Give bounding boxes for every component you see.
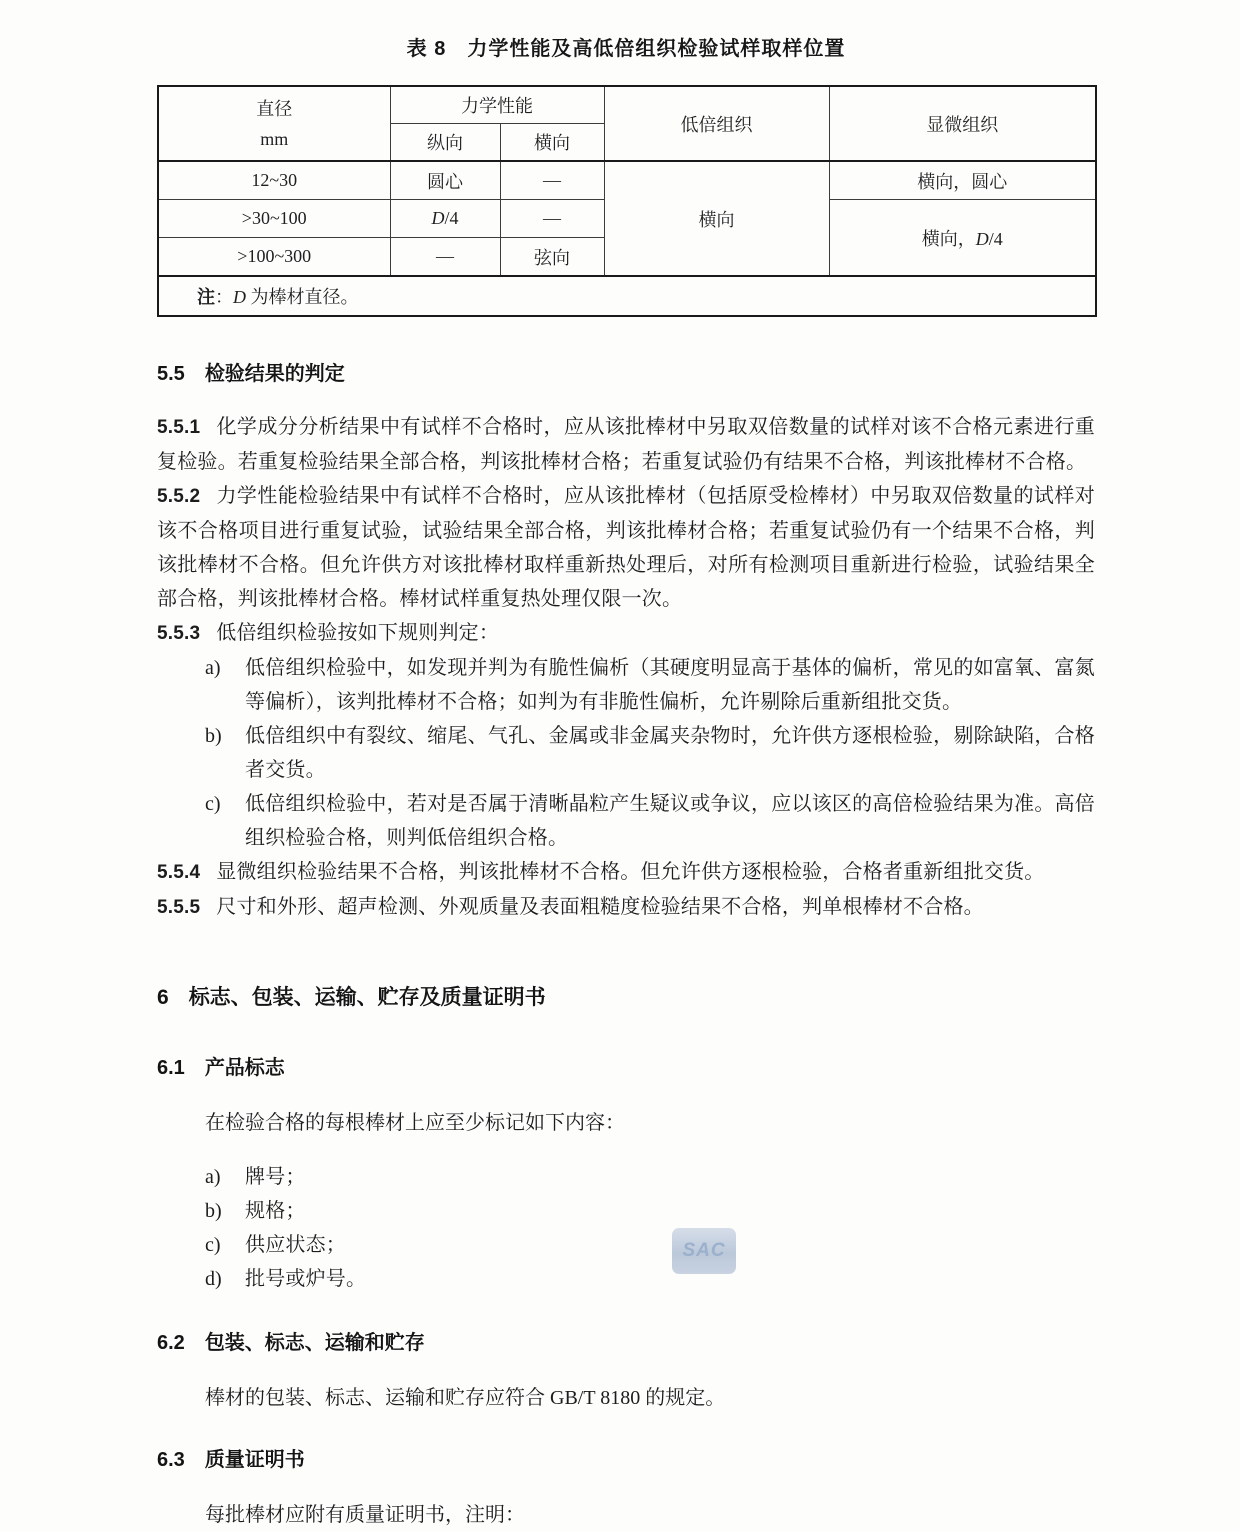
cell-transverse-0: — xyxy=(500,161,604,200)
clause-5-5-4: 5.5.4 显微组织检验结果不合格，判该批棒材不合格。但允许供方逐根检验，合格者重新组批交货。 xyxy=(157,861,1045,883)
paragraph-6-2: 棒材的包装、标志、运输和贮存应符合 GB/T 8180 的规定。 xyxy=(205,1387,726,1409)
list-label: b) xyxy=(205,1200,222,1222)
list-label: b) xyxy=(205,725,222,747)
list-text: 低倍组织中有裂纹、缩尾、气孔、金属或非金属夹杂物时，允许供方逐根检验，剔除缺陷，合格者交货。 xyxy=(245,725,1095,781)
list-item-553-b xyxy=(205,719,1095,787)
heading-6-2: 6.2 包装、标志、运输和贮存 xyxy=(157,1332,425,1354)
sac-watermark-logo: SAC xyxy=(672,1228,736,1274)
list-text: 牌号； xyxy=(245,1166,306,1188)
list-text: 低倍组织检验中，如发现并判为有脆性偏析（其硬度明显高于基体的偏析，常见的如富氧、富氮等偏析），该判批棒材不合格；如判为有非脆性偏析，允许剔除后重新组批交货。 xyxy=(245,657,1095,713)
list-text: 批号或炉号。 xyxy=(245,1268,367,1290)
header-transverse: 横向 xyxy=(500,124,604,162)
page-content xyxy=(157,0,1095,1532)
list-item-61-c xyxy=(205,1228,1095,1262)
clause-5-5-5: 5.5.5 尺寸和外形、超声检测、外观质量及表面粗糙度检验结果不合格，判单根棒材不合格。 xyxy=(157,896,984,918)
cell-longitudinal-0: 圆心 xyxy=(390,161,500,200)
cell-micro-merged: 横向，D/4 xyxy=(829,200,1096,277)
cell-transverse-1: — xyxy=(500,200,604,238)
cell-micro-0: 横向，圆心 xyxy=(829,161,1096,200)
cell-longitudinal-1: D/4 xyxy=(390,200,500,238)
cell-macro-merged: 横向 xyxy=(604,161,829,276)
clause-5-5-1: 5.5.1 化学成分分析结果中有试样不合格时，应从该批棒材中另取双倍数量的试样对该不合格元素进行重复检验。若重复检验结果全部合格，判该批棒材合格；若重复试验仍有结果不合格，判该批棒材不合格。 xyxy=(157,416,1095,473)
list-label: d) xyxy=(205,1268,222,1290)
note-label: 注 xyxy=(197,287,215,307)
header-diameter-unit: mm xyxy=(260,128,289,149)
list-text: 规格； xyxy=(245,1200,306,1222)
sampling-position-table xyxy=(157,85,1097,317)
list-text: 供应状态； xyxy=(245,1234,346,1256)
cell-longitudinal-2: — xyxy=(390,238,500,277)
list-item-553-a xyxy=(205,651,1095,719)
cell-diameter-0: 12~30 xyxy=(158,161,390,200)
cell-diameter-1: >30~100 xyxy=(158,200,390,238)
clause-5-5-2: 5.5.2 力学性能检验结果中有试样不合格时，应从该批棒材（包括原受检棒材）中另取双倍数量的试样对该不合格项目进行重复试验，试验结果全部合格，判该批棒材合格；若重复试验仍有一个结果不合格，判该批棒材不合格。但允许供方对该批棒材取样重新热处理后，对所有检测项目重新进行检验，试验结果全部合格，判该批棒材合格。棒材试样重复热处理仅限一次。 xyxy=(157,485,1095,610)
cell-diameter-2: >100~300 xyxy=(158,238,390,277)
list-item-61-b xyxy=(205,1194,1095,1228)
heading-6-3: 6.3 质量证明书 xyxy=(157,1449,305,1471)
paragraph-6-3: 每批棒材应附有质量证明书，注明： xyxy=(205,1504,525,1526)
header-diameter xyxy=(158,86,390,161)
list-label: c) xyxy=(205,793,221,815)
clause-5-5-3: 5.5.3 低倍组织检验按如下规则判定： xyxy=(157,622,500,644)
list-label: a) xyxy=(205,1166,221,1188)
cell-transverse-2: 弦向 xyxy=(500,238,604,277)
heading-6-1: 6.1 产品标志 xyxy=(157,1057,285,1079)
header-microstructure: 显微组织 xyxy=(829,86,1096,161)
header-mechanical: 力学性能 xyxy=(390,86,604,124)
list-item-61-d xyxy=(205,1262,1095,1296)
header-longitudinal: 纵向 xyxy=(390,124,500,162)
header-diameter-label: 直径 xyxy=(256,98,293,119)
list-item-61-a xyxy=(205,1160,1095,1194)
table-caption: 表 8 力学性能及高低倍组织检验试样取样位置 xyxy=(406,38,846,60)
header-macrostructure: 低倍组织 xyxy=(604,86,829,161)
list-item-553-c xyxy=(205,787,1095,855)
table-note: 注：D 为棒材直径。 xyxy=(158,276,1096,316)
list-label: a) xyxy=(205,657,221,679)
heading-5-5: 5.5 检验结果的判定 xyxy=(157,363,345,385)
list-text: 低倍组织检验中，若对是否属于清晰晶粒产生疑议或争议，应以该区的高倍检验结果为准。高倍组织检验合格，则判低倍组织合格。 xyxy=(245,793,1095,849)
heading-6: 6 标志、包装、运输、贮存及质量证明书 xyxy=(157,986,546,1009)
paragraph-6-1-intro: 在检验合格的每根棒材上应至少标记如下内容： xyxy=(205,1112,625,1134)
list-label: c) xyxy=(205,1234,221,1256)
